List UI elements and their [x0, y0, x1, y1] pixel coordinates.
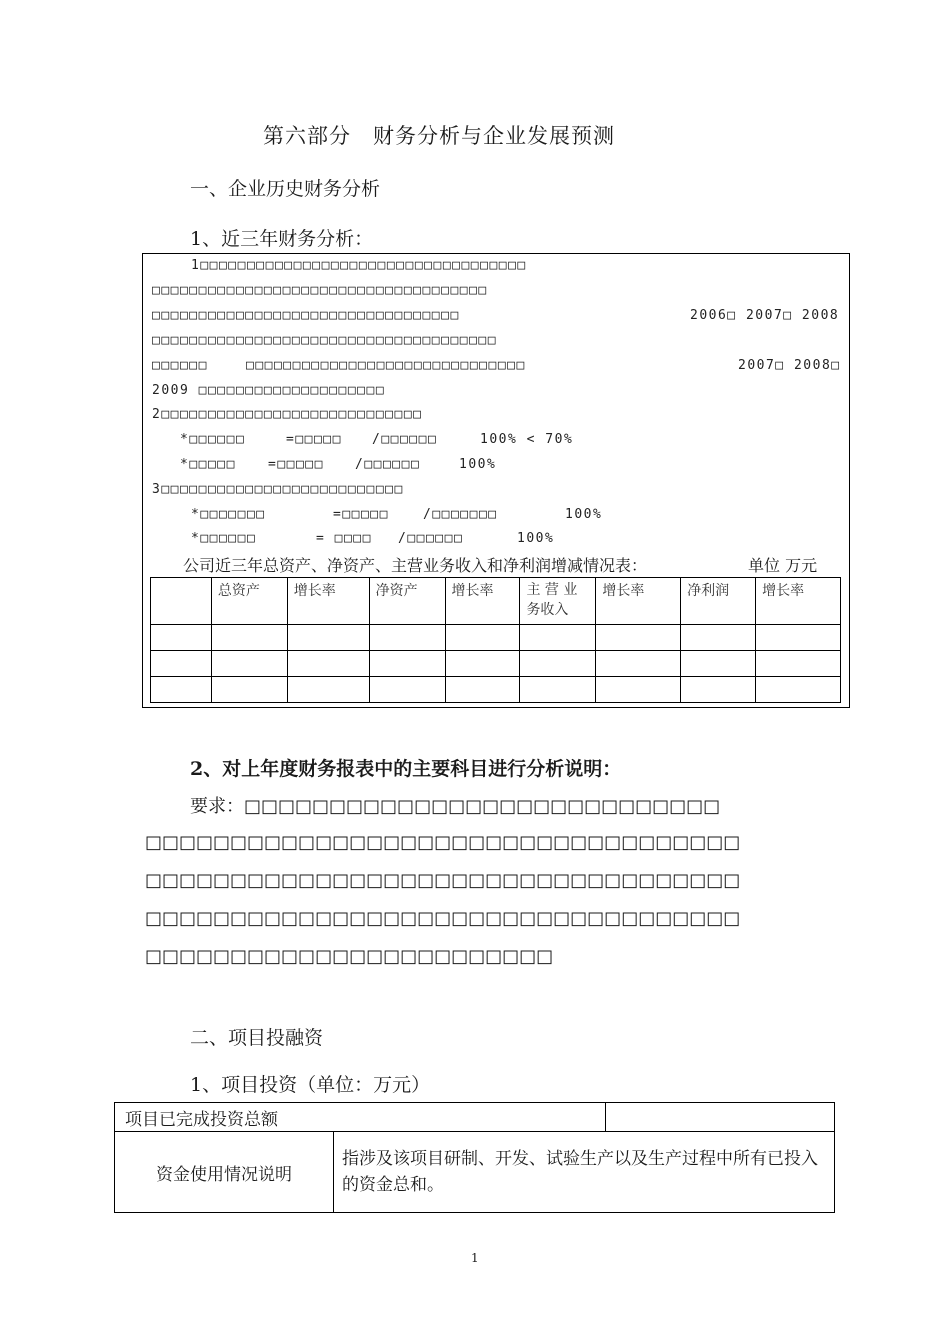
table-unit: 单位 万元 [748, 556, 818, 575]
formula-part: /□□□□□□□ [423, 507, 498, 522]
box-line-years: 2006□ 2007□ 2008 [690, 308, 840, 323]
table-header-cell: 总资产 [211, 578, 287, 625]
table-header-cell: 增长率 [756, 578, 841, 625]
table-header-cell: 净资产 [369, 578, 445, 625]
table-cell[interactable] [756, 625, 841, 651]
formula-part: *□□□□□□ [180, 432, 246, 447]
requirement-line: □□□□□□□□□□□□□□□□□□□□□□□□□□□□□□□□□□□ [145, 832, 741, 853]
requirement-line: □□□□□□□□□□□□□□□□□□□□□□□□ [145, 946, 554, 967]
box-line: 2009 □□□□□□□□□□□□□□□□□□□□ [152, 383, 386, 398]
formula-part: = □□□□ [316, 531, 372, 546]
requirement-line: □□□□□□□□□□□□□□□□□□□□□□□□□□□□□□□□□□□ [145, 908, 741, 929]
table-row [151, 625, 841, 651]
table-header-cell: 增长率 [596, 578, 681, 625]
fund-usage-description: 指涉及该项目研制、开发、试验生产以及生产过程中所有已投入的资金总和。 [334, 1132, 835, 1213]
investment-table [114, 1102, 835, 1213]
formula-part: 100% [517, 531, 555, 546]
formula-part: 100% [459, 457, 497, 472]
table-cell[interactable] [520, 677, 596, 703]
formula-part: /□□□□□□ [355, 457, 421, 472]
table-cell[interactable] [151, 625, 212, 651]
section1-heading: 一、企业历史财务分析 [190, 178, 381, 200]
box-line: □□□□□□□□□□□□□□□□□□□□□□□□□□□□□□□□□□□□□ [152, 333, 498, 348]
page-title: 第六部分 财务分析与企业发展预测 [263, 124, 615, 148]
table-cell[interactable] [596, 677, 681, 703]
table-cell[interactable] [369, 677, 445, 703]
table-cell[interactable] [445, 677, 520, 703]
fund-usage-label: 资金使用情况说明 [115, 1132, 334, 1213]
page-number: 1 [471, 1251, 479, 1265]
table-header-cell: 净利润 [681, 578, 756, 625]
table-cell[interactable] [445, 651, 520, 677]
formula-part: =□□□□□ [268, 457, 324, 472]
box-line: □□□□□□ [152, 358, 208, 373]
table-cell[interactable] [520, 625, 596, 651]
box-line: 3□□□□□□□□□□□□□□□□□□□□□□□□□□ [152, 482, 404, 497]
table-cell[interactable] [287, 677, 369, 703]
completed-investment-value[interactable] [606, 1103, 835, 1132]
formula-part: /□□□□□□ [398, 531, 464, 546]
table-caption: 公司近三年总资产、净资产、主营业务收入和净利润增减情况表： [183, 556, 648, 575]
table-cell[interactable] [520, 651, 596, 677]
table-header-row [151, 578, 841, 625]
box-line: 2□□□□□□□□□□□□□□□□□□□□□□□□□□□□ [152, 407, 423, 422]
table-row [115, 1103, 835, 1132]
table-header-cell: 增长率 [287, 578, 369, 625]
table-cell[interactable] [445, 625, 520, 651]
section2-sub1-heading: 1、项目投资（单位：万元） [190, 1074, 431, 1096]
table-cell[interactable] [596, 651, 681, 677]
table-row [151, 677, 841, 703]
table-cell[interactable] [211, 625, 287, 651]
section1-sub1-heading: 1、近三年财务分析： [190, 228, 374, 250]
formula-part: *□□□□□□ [191, 531, 257, 546]
table-row [151, 651, 841, 677]
table-header-cell [151, 578, 212, 625]
table-cell[interactable] [596, 625, 681, 651]
table-cell[interactable] [287, 651, 369, 677]
box-line: □□□□□□□□□□□□□□□□□□□□□□□□□□□□□□□□□□□□ [152, 283, 488, 298]
table-cell[interactable] [756, 651, 841, 677]
formula-part: =□□□□□ [286, 432, 342, 447]
box-line: □□□□□□□□□□□□□□□□□□□□□□□□□□□□□□□□□ [152, 308, 460, 323]
table-cell[interactable] [151, 651, 212, 677]
table-cell[interactable] [211, 651, 287, 677]
requirement-line: □□□□□□□□□□□□□□□□□□□□□□□□□□□□□□□□□□□ [145, 870, 741, 891]
table-header-cell: 增长率 [445, 578, 520, 625]
table-cell[interactable] [211, 677, 287, 703]
formula-part: /□□□□□□ [372, 432, 438, 447]
table-cell[interactable] [756, 677, 841, 703]
box-line-years: 2007□ 2008□ [738, 358, 841, 373]
table-row [115, 1132, 835, 1213]
table-cell[interactable] [681, 651, 756, 677]
table-cell[interactable] [369, 625, 445, 651]
requirement-line: 要求：□□□□□□□□□□□□□□□□□□□□□□□□□□□□ [190, 796, 721, 817]
table-cell[interactable] [151, 677, 212, 703]
table-cell[interactable] [287, 625, 369, 651]
box-line: □□□□□□□□□□□□□□□□□□□□□□□□□□□□□□ [246, 358, 526, 373]
formula-part: 100% < 70% [480, 432, 574, 447]
box-line: 1□□□□□□□□□□□□□□□□□□□□□□□□□□□□□□□□□□□ [191, 258, 527, 273]
completed-investment-label: 项目已完成投资总额 [115, 1103, 606, 1132]
section1-sub2-heading: 2、对上年度财务报表中的主要科目进行分析说明： [190, 758, 622, 780]
formula-part: 100% [565, 507, 603, 522]
formula-part: *□□□□□□□ [191, 507, 266, 522]
table-cell[interactable] [681, 677, 756, 703]
table-header-cell: 主 营 业 务收入 [520, 578, 596, 625]
financial-summary-table [150, 577, 841, 703]
table-cell[interactable] [681, 625, 756, 651]
formula-part: *□□□□□ [180, 457, 236, 472]
formula-part: =□□□□□ [333, 507, 389, 522]
table-cell[interactable] [369, 651, 445, 677]
section2-heading: 二、项目投融资 [190, 1027, 324, 1049]
